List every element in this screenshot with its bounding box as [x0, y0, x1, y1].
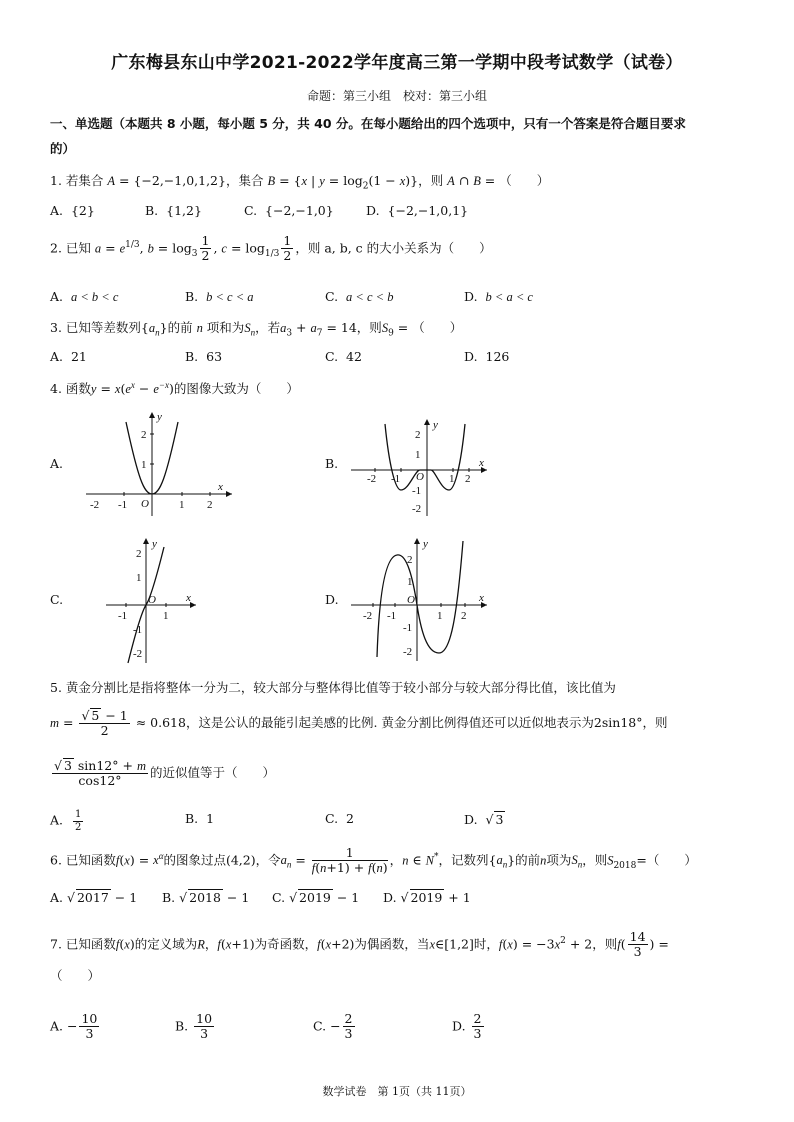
tick-y-neg2: -2 [412, 503, 422, 515]
section-heading-line2: 的） [50, 141, 76, 156]
q3-option-d[interactable]: D. 126 [464, 349, 510, 364]
x-axis-label: x [479, 592, 484, 604]
tick-y2: 2 [415, 429, 421, 441]
tick-y2: 2 [141, 429, 147, 441]
q4-option-c-label[interactable]: C. [50, 592, 64, 607]
q7-option-a[interactable]: A. − $\frac{10}{3}$ [50, 1011, 98, 1042]
q1-option-c[interactable]: C. {−2,−1,0} [244, 203, 334, 218]
tick-y-neg1: -1 [412, 485, 422, 497]
q2-option-b[interactable]: B. b < c < a [185, 289, 254, 304]
origin-label: O [416, 471, 424, 483]
q3-option-c[interactable]: C. 42 [325, 349, 362, 364]
tick-neg2: -2 [90, 499, 100, 511]
tick-y2: 2 [407, 554, 413, 566]
tick-pos1: 1 [163, 610, 169, 622]
tick-neg1: -1 [118, 499, 128, 511]
q5-option-b[interactable]: B. 1 [185, 811, 215, 826]
question-5-line1: 5. 黄金分割比是指将整体一分为二，较大部分与整体得比值等于较小部分与较大部分得比值，该比值为 [50, 680, 616, 695]
tick-y1: 1 [407, 576, 413, 588]
tick-y2: 2 [136, 548, 142, 560]
q6-option-c[interactable]: C. √ 2019 − 1 [272, 890, 360, 905]
q4-option-d-label[interactable]: D. [325, 592, 339, 607]
tick-y-neg2: -2 [403, 646, 413, 658]
q6-option-b[interactable]: B. √ 2018 − 1 [162, 890, 250, 905]
tick-y-neg1: -1 [133, 624, 143, 636]
q2-option-a[interactable]: A. a < b < c [50, 289, 119, 304]
origin-label: O [148, 594, 156, 606]
q2-option-d[interactable]: D. b < a < c [464, 289, 533, 304]
q7-option-c[interactable]: C. − $\frac{2}{3}$ [313, 1011, 353, 1042]
tick-pos2: 2 [461, 610, 467, 622]
tick-y-neg2: -2 [133, 648, 143, 660]
y-axis-label: y [157, 411, 162, 423]
q4-option-a-label[interactable]: A. [50, 456, 64, 471]
question-1: 1. 若集合 A = {−2,−1,0,1,2}，集合 B = {x | $y = \log_2(1 - x)$}，则 A ∩ B = （ ） [50, 173, 550, 192]
tick-y1: 1 [415, 449, 421, 461]
x-axis-label: x [186, 592, 191, 604]
tick-neg2: -2 [363, 610, 373, 622]
q3-option-b[interactable]: B. 63 [185, 349, 223, 364]
q1-option-d[interactable]: D. {−2,−1,0,1} [366, 203, 469, 218]
q6-option-a[interactable]: A. √ 2017 − 1 [50, 890, 138, 905]
tick-y1: 1 [141, 459, 147, 471]
q5-option-d[interactable]: D. √ 3 [464, 812, 504, 827]
q1-option-b[interactable]: B. {1,2} [145, 203, 202, 218]
x-axis-label: x [218, 481, 223, 493]
tick-neg1: -1 [387, 610, 397, 622]
tick-y1: 1 [136, 572, 142, 584]
q4-option-b-label[interactable]: B. [325, 456, 339, 471]
question-7-blank: （ ） [50, 968, 101, 983]
q5-option-c[interactable]: C. 2 [325, 811, 354, 826]
q7-option-b[interactable]: B. $\frac{10}{3}$ [175, 1011, 213, 1042]
tick-pos1: 1 [179, 499, 185, 511]
tick-neg1: -1 [118, 610, 128, 622]
q3-option-a[interactable]: A. 21 [50, 349, 87, 364]
y-axis-label: y [423, 538, 428, 550]
question-2: 2. 已知 $a = e^{1/3}$, $b = \log_3$ $\frac{1}{2}$ , $c = \log_{1/3}$ $\frac{1}{2}$ ，则 a, b, c 的大小关系为（ ） [50, 233, 492, 264]
q5-option-a[interactable]: A. $\frac{1}{2}$ [50, 809, 82, 833]
x-axis-label: x [479, 457, 484, 469]
y-axis-label: y [152, 538, 157, 550]
tick-pos2: 2 [207, 499, 213, 511]
origin-label: O [407, 594, 415, 606]
tick-neg1: -1 [391, 473, 401, 485]
q1-option-a[interactable]: A. {2} [50, 203, 95, 218]
q4-graph-b[interactable] [345, 418, 495, 518]
question-3: 3. 已知等差数列$\{a_n\}$的前 n 项和为$S_n$，若$a_3 + a_7 = 14$，则$S_9$ = （ ） [50, 320, 463, 339]
q4-graph-a[interactable] [80, 408, 240, 520]
tick-pos2: 2 [465, 473, 471, 485]
q6-option-d[interactable]: D. √ 2019 + 1 [383, 890, 471, 905]
question-4: 4. 函数$y = x(e^x - e^{-x})$的图像大致为（ ） [50, 379, 299, 396]
page-title: 广东梅县东山中学2021-2022学年度高三第一学期中段考试数学（试卷） [111, 53, 683, 73]
y-axis-label: y [433, 419, 438, 431]
origin-label: O [141, 498, 149, 510]
tick-pos1: 1 [437, 610, 443, 622]
authors-line: 命题：第三小组 校对：第三小组 [306, 89, 487, 103]
question-5-line3: $\frac{√ 3 \sin 12^\circ + m}{\cos 12^\circ}$ 的近似值等于（ ） [54, 758, 275, 789]
question-5-line2: m = $\frac{√ 5 - 1}{2}$ ≈ 0.618，这是公认的最能引起美感的比例. 黄金分割比例得值还可以近似地表示为2sin18°，则 [50, 708, 668, 739]
tick-neg2: -2 [367, 473, 377, 485]
q4-graph-c[interactable] [100, 535, 210, 667]
tick-pos1: 1 [449, 473, 455, 485]
q2-option-c[interactable]: C. a < c < b [325, 289, 394, 304]
q4-graph-d[interactable] [345, 535, 495, 663]
question-7: 7. 已知函数f(x)的定义域为R，f(x+1)为奇函数，f(x+2)为偶函数，当x∈[1,2]时，$f(x) = -3x^2 + 2$，则f( $\frac{14}{3}$ ) = [50, 929, 669, 960]
question-6: 6. 已知函数$f(x) = x^\alpha$的图象过点(4,2)，令$a_n$ = $\frac{1}{f(n+1) + f(n)}$ ，n ∈ N*，记数列$\{a_n\}$的前n项为$S_n$，则$S_{2018}=$（ ） [50, 845, 697, 876]
tick-y-neg1: -1 [403, 622, 413, 634]
page-footer: 数学试卷 第 1页（共 11页） [322, 1085, 472, 1098]
section-heading-line1: 一、单选题（本题共 8 小题，每小题 5 分，共 40 分。在每小题给出的四个选项中，只有一个答案是符合题目要求 [50, 116, 686, 131]
q7-option-d[interactable]: D. $\frac{2}{3}$ [452, 1011, 482, 1042]
